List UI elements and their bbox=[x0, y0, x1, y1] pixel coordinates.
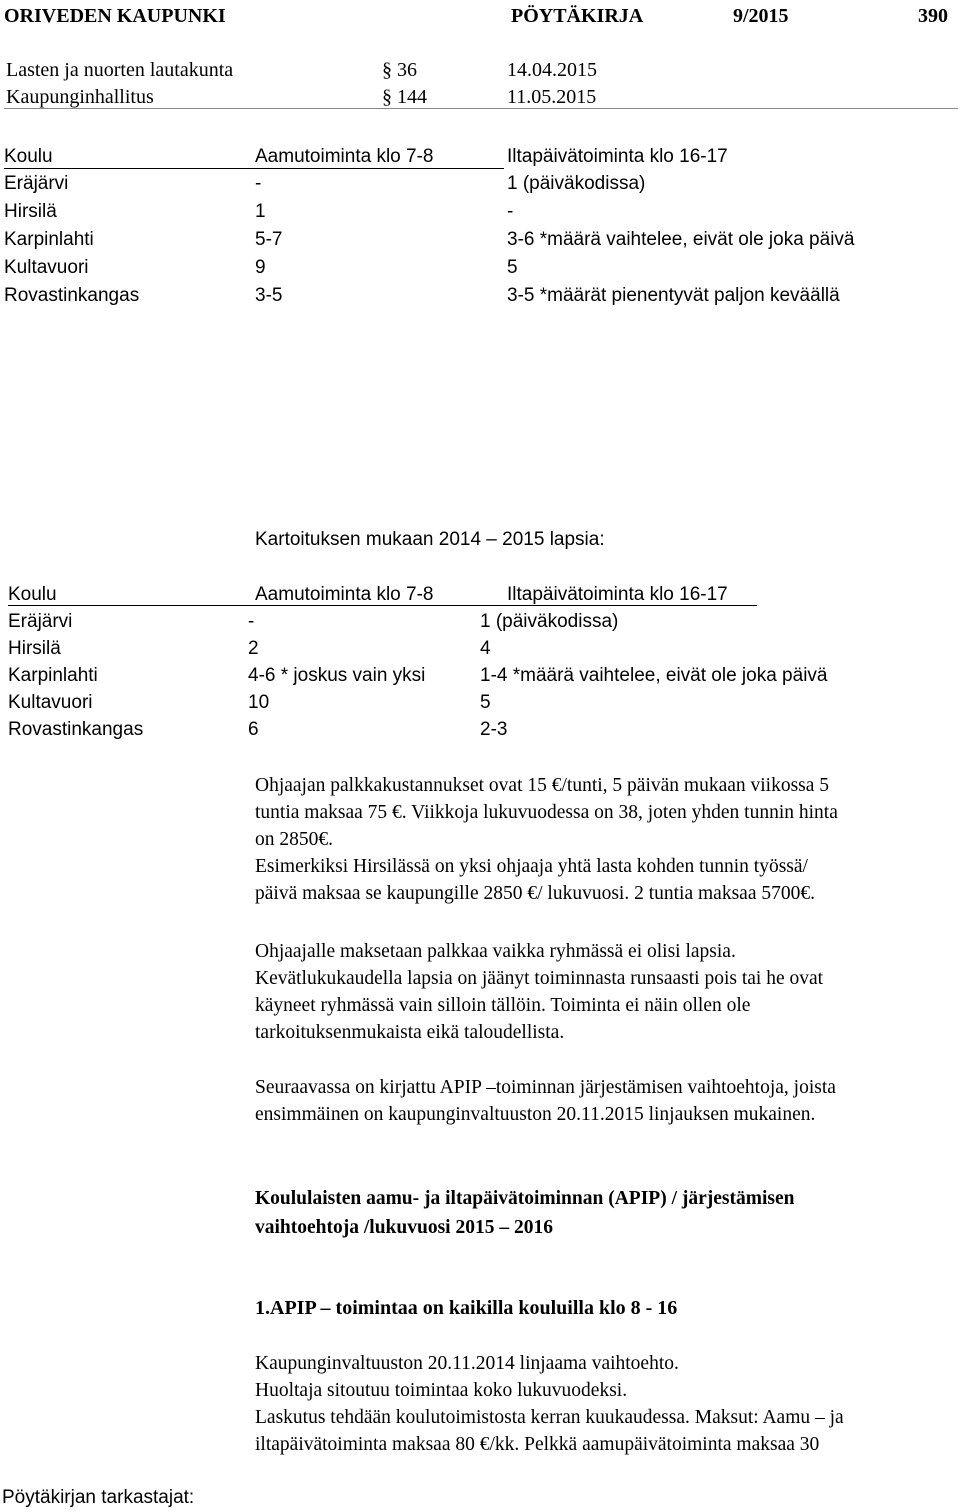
cell-school: Rovastinkangas bbox=[4, 285, 140, 306]
options-intro-paragraph bbox=[255, 1074, 955, 1128]
paragraph-line: Laskutus tehdään koulutoimistosta kerran kuukaudessa. Maksut: Aamu – ja bbox=[255, 1407, 844, 1428]
table-header-morning: Aamutoiminta klo 7-8 bbox=[255, 584, 434, 605]
table-header-school: Koulu bbox=[8, 584, 57, 605]
option-1-heading: 1.APIP – toimintaa on kaikilla kouluilla klo 8 - 16 bbox=[255, 1297, 678, 1319]
cell-afternoon: 1 (päiväkodissa) bbox=[507, 173, 646, 194]
cell-school: Eräjärvi bbox=[8, 611, 73, 632]
meeting-date: 14.04.2015 bbox=[507, 59, 597, 81]
paragraph-line: iltapäivätoiminta maksaa 80 €/kk. Pelkkä aamupäivätoiminta maksaa 30 bbox=[255, 1434, 820, 1455]
org-name: ORIVEDEN KAUPUNKI bbox=[4, 5, 226, 27]
table-header-underline bbox=[4, 168, 504, 169]
paragraph-line: Kaupunginvaltuuston 20.11.2014 linjaama vaihtoehto. bbox=[255, 1353, 679, 1374]
cell-school: Kultavuori bbox=[8, 692, 93, 713]
cell-morning: 1 bbox=[255, 201, 266, 222]
cell-afternoon: - bbox=[507, 201, 514, 222]
cell-afternoon: 5 bbox=[507, 257, 518, 278]
body-name: Kaupunginhallitus bbox=[6, 86, 154, 108]
cell-school: Karpinlahti bbox=[4, 229, 94, 250]
paragraph-line: Esimerkiksi Hirsilässä on yksi ohjaaja yhtä lasta kohden tunnin työssä/ bbox=[255, 856, 808, 877]
paragraph-line: käyneet ryhmässä vain silloin tällöin. Toiminta ei näin ollen ole bbox=[255, 995, 751, 1016]
survey-caption: Kartoituksen mukaan 2014 – 2015 lapsia: bbox=[255, 529, 605, 550]
cell-afternoon: 1-4 *määrä vaihtelee, eivät ole joka päivä bbox=[480, 665, 828, 686]
page-number: 390 bbox=[918, 5, 948, 27]
cell-morning: 2 bbox=[248, 638, 259, 659]
cell-school: Hirsilä bbox=[8, 638, 61, 659]
table-header-afternoon: Iltapäivätoiminta klo 16-17 bbox=[507, 584, 728, 605]
cell-afternoon: 3-6 *määrä vaihtelee, eivät ole joka päivä bbox=[507, 229, 855, 250]
paragraph-line: päivä maksaa se kaupungille 2850 €/ lukuvuosi. 2 tuntia maksaa 5700€. bbox=[255, 883, 815, 904]
cell-afternoon: 2-3 bbox=[480, 719, 508, 740]
cell-school: Karpinlahti bbox=[8, 665, 98, 686]
cell-morning: - bbox=[248, 611, 255, 632]
option-1-details bbox=[255, 1350, 955, 1458]
paragraph-line: Kevätlukukaudella lapsia on jäänyt toiminnasta runsaasti pois tai he ovat bbox=[255, 968, 824, 989]
paragraph-line: Ohjaajalle maksetaan palkkaa vaikka ryhmässä ei olisi lapsia. bbox=[255, 941, 736, 962]
paragraph-line: on 2850€. bbox=[255, 829, 333, 850]
cell-school: Rovastinkangas bbox=[8, 719, 144, 740]
paragraph-line: tuntia maksaa 75 €. Viikkoja lukuvuodessa on 38, joten yhden tunnin hinta bbox=[255, 802, 838, 823]
paragraph-line: ensimmäinen on kaupunginvaltuuston 20.11.2015 linjauksen mukainen. bbox=[255, 1104, 816, 1125]
footer-reviewers-label: Pöytäkirjan tarkastajat: bbox=[2, 1487, 195, 1508]
cell-morning: 3-5 bbox=[255, 285, 283, 306]
salary-paragraph bbox=[255, 938, 955, 1046]
cell-school: Kultavuori bbox=[4, 257, 89, 278]
paragraph-line: tarkoituksenmukaista eikä taloudellista. bbox=[255, 1022, 565, 1043]
cell-afternoon: 1 (päiväkodissa) bbox=[480, 611, 619, 632]
table-header-morning: Aamutoiminta klo 7-8 bbox=[255, 146, 434, 167]
cell-morning: 10 bbox=[248, 692, 270, 713]
paragraph-line: Ohjaajan palkkakustannukset ovat 15 €/tunti, 5 päivän mukaan viikossa 5 bbox=[255, 775, 830, 796]
cell-afternoon: 3-5 *määrät pienentyvät paljon keväällä bbox=[507, 285, 840, 306]
header-divider bbox=[4, 108, 958, 109]
cell-school: Eräjärvi bbox=[4, 173, 69, 194]
table-header-school: Koulu bbox=[4, 146, 53, 167]
heading-line: vaihtoehtoja /lukuvuosi 2015 – 2016 bbox=[255, 1217, 553, 1238]
table-header-underline bbox=[8, 605, 757, 606]
cell-afternoon: 4 bbox=[480, 638, 491, 659]
paragraph-line: Huoltaja sitoutuu toimintaa koko lukuvuodeksi. bbox=[255, 1380, 628, 1401]
cell-morning: 9 bbox=[255, 257, 266, 278]
section-heading bbox=[255, 1184, 955, 1242]
cell-afternoon: 5 bbox=[480, 692, 491, 713]
cell-morning: 4-6 * joskus vain yksi bbox=[248, 665, 426, 686]
section-number: § 36 bbox=[382, 59, 417, 81]
cost-paragraph bbox=[255, 772, 955, 907]
cell-morning: 5-7 bbox=[255, 229, 283, 250]
section-number: § 144 bbox=[382, 86, 427, 108]
document-type: PÖYTÄKIRJA bbox=[511, 5, 644, 27]
table-header-afternoon: Iltapäivätoiminta klo 16-17 bbox=[507, 146, 728, 167]
body-name: Lasten ja nuorten lautakunta bbox=[6, 59, 234, 81]
cell-school: Hirsilä bbox=[4, 201, 57, 222]
paragraph-line: Seuraavassa on kirjattu APIP –toiminnan järjestämisen vaihtoehtoja, joista bbox=[255, 1077, 836, 1098]
cell-morning: 6 bbox=[248, 719, 259, 740]
heading-line: Koululaisten aamu- ja iltapäivätoiminnan (APIP) / järjestämisen bbox=[255, 1188, 795, 1209]
cell-morning: - bbox=[255, 173, 262, 194]
meeting-date: 11.05.2015 bbox=[507, 86, 597, 108]
document-number: 9/2015 bbox=[733, 5, 789, 27]
